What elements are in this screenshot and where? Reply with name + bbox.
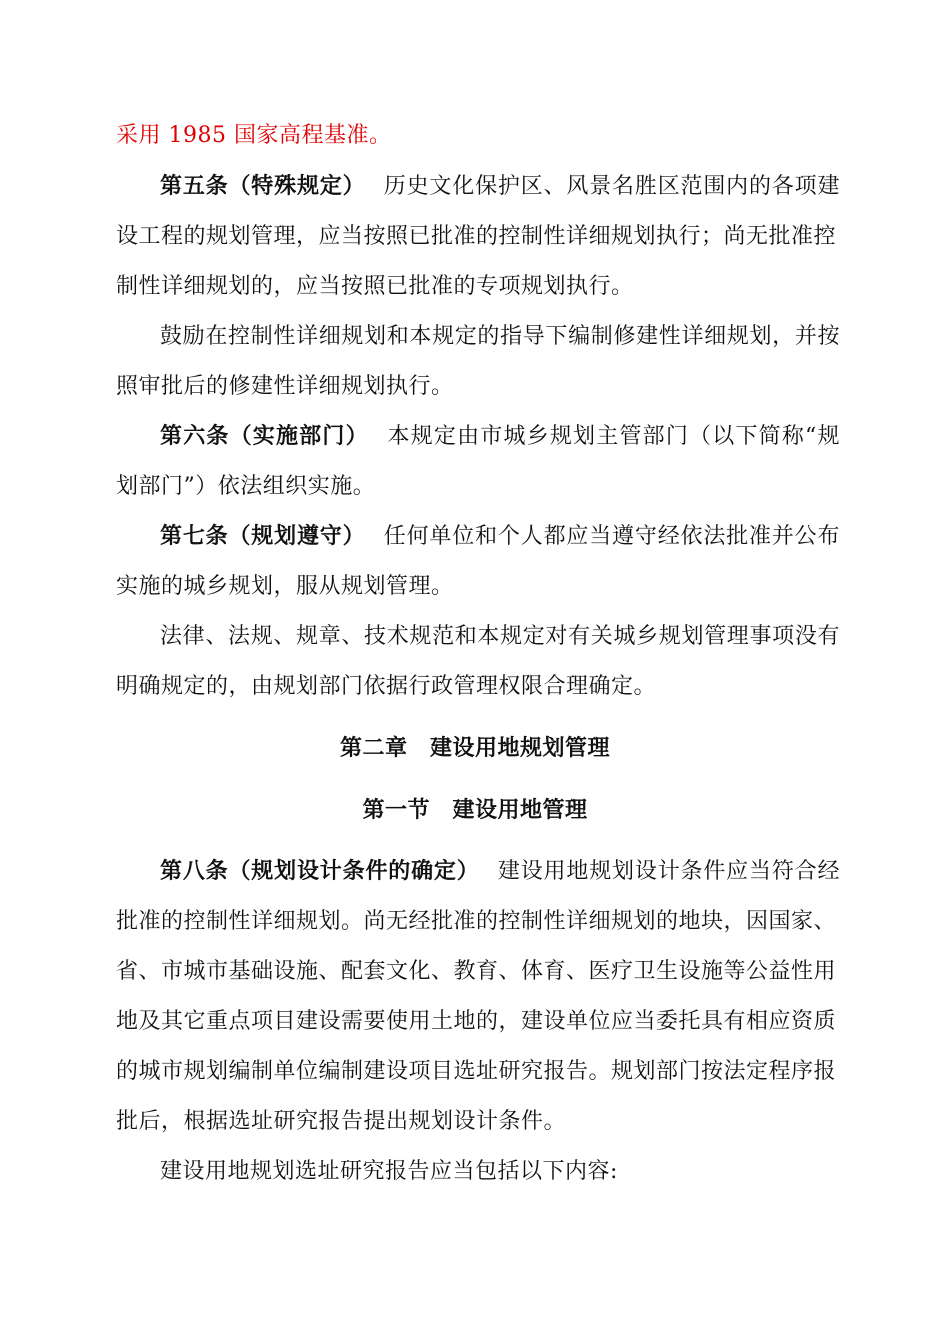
text-line: 鼓励在控制性详细规划和本规定的指导下编制修建性详细规划，并按 xyxy=(160,324,840,349)
text-line: 制性详细规划的，应当按照已批准的专项规划执行。 xyxy=(116,274,634,299)
article-8-title: 第八条（规划设计条件的确定） xyxy=(160,859,480,884)
text-line: 明确规定的，由规划部门依据行政管理权限合理确定。 xyxy=(116,674,657,699)
article-6-title: 第六条（实施部门） xyxy=(160,424,369,449)
article-5-title: 第五条（特殊规定） xyxy=(160,174,366,199)
text-line: 批后，根据选址研究报告提出规划设计条件。 xyxy=(116,1109,567,1134)
section-heading: 第一节 建设用地管理 xyxy=(362,798,588,823)
text-line: 设工程的规划管理，应当按照已批准的控制性详细规划执行；尚无批准控 xyxy=(116,224,837,249)
article-6-first-line xyxy=(160,422,840,452)
article-6-text: 本规定由市城乡规划主管部门（以下简称“规 xyxy=(386,424,840,449)
text-line: 法律、法规、规章、技术规范和本规定对有关城乡规划管理事项没有 xyxy=(160,624,840,649)
text-line: 的城市规划编制单位编制建设项目选址研究报告。规划部门按法定程序报 xyxy=(116,1059,837,1084)
text-line: 建设用地规划选址研究报告应当包括以下内容: xyxy=(160,1159,618,1184)
article-5-first-line xyxy=(160,172,840,202)
text-line: 实施的城乡规划，服从规划管理。 xyxy=(116,574,454,599)
text-line: 省、市城市基础设施、配套文化、教育、体育、医疗卫生设施等公益性用 xyxy=(116,959,837,984)
article-7-first-line xyxy=(160,522,840,552)
article-8-first-line xyxy=(160,857,840,887)
article-8-text: 建设用地规划设计条件应当符合经 xyxy=(497,859,840,884)
article-7-title: 第七条（规划遵守） xyxy=(160,524,366,549)
text-line: 照审批后的修建性详细规划执行。 xyxy=(116,374,454,399)
text-line: 地及其它重点项目建设需要使用土地的，建设单位应当委托具有相应资质 xyxy=(116,1009,837,1034)
article-5-text: 历史文化保护区、风景名胜区范围内的各项建 xyxy=(383,174,840,199)
article-7-text: 任何单位和个人都应当遵守经依法批准并公布 xyxy=(383,524,840,549)
text-line: 划部门”）依法组织实施。 xyxy=(116,474,376,499)
chapter-heading: 第二章 建设用地规划管理 xyxy=(339,736,610,761)
text-line: 采用 1985 国家高程基准。 xyxy=(116,123,392,148)
text-line: 批准的控制性详细规划。尚无经批准的控制性详细规划的地块，因国家、 xyxy=(116,909,837,934)
